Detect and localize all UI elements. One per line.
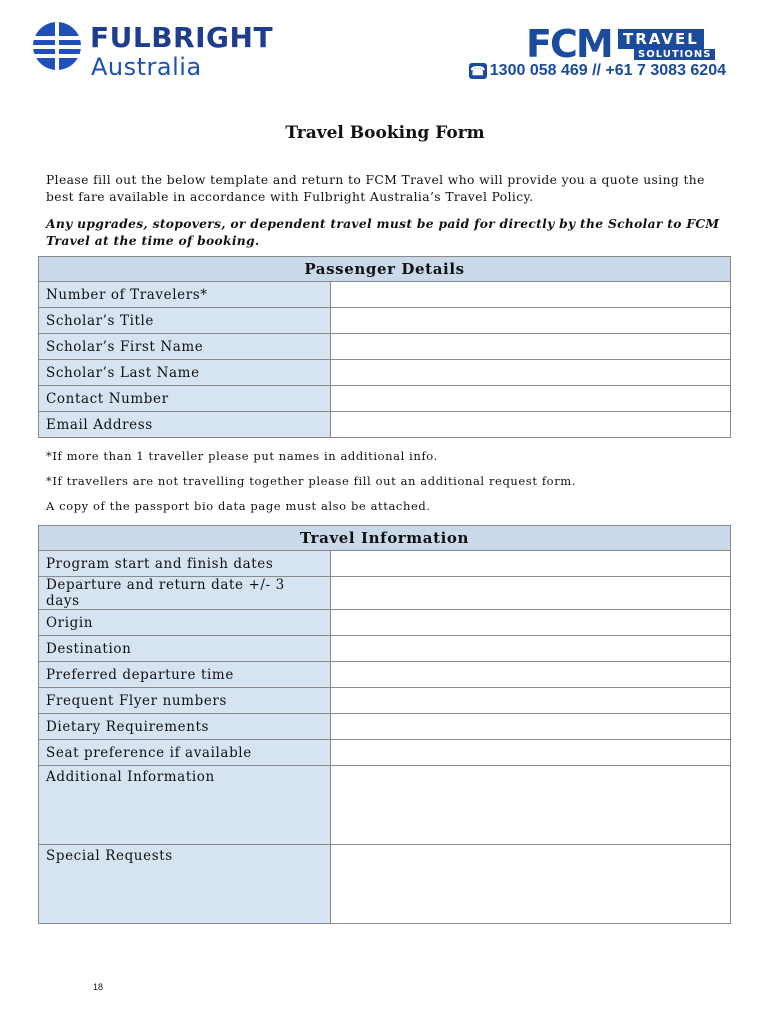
page-title: Travel Booking Form: [285, 123, 485, 143]
additional-info-field[interactable]: [331, 766, 731, 845]
field-label: Program start and finish dates: [39, 551, 331, 577]
field-label: Scholar’s Title: [39, 308, 331, 334]
notes: [46, 446, 576, 521]
last-name-field[interactable]: [331, 360, 731, 386]
table-row: [39, 766, 731, 845]
departure-return-field[interactable]: [331, 577, 731, 610]
number-of-travelers-field[interactable]: [331, 282, 731, 308]
field-label: Scholar’s First Name: [39, 334, 331, 360]
table-row: [39, 412, 731, 438]
passenger-heading: Passenger Details: [39, 257, 731, 282]
field-label: Email Address: [39, 412, 331, 438]
departure-time-field[interactable]: [331, 662, 731, 688]
field-label: Origin: [39, 610, 331, 636]
field-label: Departure and return date +/- 3 days: [39, 577, 331, 610]
table-row: [39, 577, 731, 610]
table-row: [39, 360, 731, 386]
frequent-flyer-field[interactable]: [331, 688, 731, 714]
phone-number: 1300 058 469 // +61 7 3083 6204: [489, 62, 726, 79]
field-label: Additional Information: [39, 766, 331, 845]
table-row: [39, 334, 731, 360]
intro-text: Please fill out the below template and return to FCM Travel who will provide you a quote using the best fare available in accordance with Fulbright Australia’s Travel Policy.: [46, 173, 705, 204]
fulbright-subtitle: Australia: [91, 53, 202, 81]
note-multiple-travellers: *If more than 1 traveller please put names in additional info.: [46, 449, 438, 463]
table-row: [39, 688, 731, 714]
field-label: Contact Number: [39, 386, 331, 412]
field-label: Seat preference if available: [39, 740, 331, 766]
fcm-logo: [526, 22, 726, 66]
destination-field[interactable]: [331, 636, 731, 662]
fcm-solutions-label: SOLUTIONS: [634, 49, 715, 60]
table-row: [39, 662, 731, 688]
field-label: Number of Travelers*: [39, 282, 331, 308]
fulbright-logo: [32, 19, 292, 85]
fulbright-name: FULBRIGHT: [90, 21, 274, 54]
table-row: [39, 308, 731, 334]
special-requests-field[interactable]: [331, 845, 731, 924]
phone-icon: ☎: [470, 64, 486, 78]
table-row: [39, 610, 731, 636]
first-name-field[interactable]: [331, 334, 731, 360]
note-passport: A copy of the passport bio data page must also be attached.: [46, 499, 431, 513]
table-row: [39, 636, 731, 662]
globe-icon: [32, 21, 82, 71]
field-label: Special Requests: [39, 845, 331, 924]
note-separate-travel: *If travellers are not travelling together please fill out an additional request form.: [46, 474, 577, 488]
payment-notice: Any upgrades, stopovers, or dependent travel must be paid for directly by the Scholar to FCM Travel at the time of booking.: [46, 216, 720, 248]
dietary-field[interactable]: [331, 714, 731, 740]
table-row: [39, 551, 731, 577]
travel-information-table: [38, 525, 731, 924]
fcm-mark: FCM: [526, 22, 612, 66]
table-row: [39, 386, 731, 412]
table-row: [39, 282, 731, 308]
field-label: Scholar’s Last Name: [39, 360, 331, 386]
table-row: [39, 845, 731, 924]
table-row: [39, 714, 731, 740]
page-number: 18: [93, 982, 104, 992]
travel-heading: Travel Information: [39, 526, 731, 551]
email-field[interactable]: [331, 412, 731, 438]
table-row: [39, 740, 731, 766]
program-dates-field[interactable]: [331, 551, 731, 577]
field-label: Frequent Flyer numbers: [39, 688, 331, 714]
passenger-details-table: [38, 256, 731, 438]
scholar-title-field[interactable]: [331, 308, 731, 334]
origin-field[interactable]: [331, 610, 731, 636]
seat-preference-field[interactable]: [331, 740, 731, 766]
contact-number-field[interactable]: [331, 386, 731, 412]
field-label: Preferred departure time: [39, 662, 331, 688]
field-label: Dietary Requirements: [39, 714, 331, 740]
phone-contact: [469, 62, 726, 80]
fcm-travel-label: TRAVEL: [618, 29, 704, 49]
field-label: Destination: [39, 636, 331, 662]
